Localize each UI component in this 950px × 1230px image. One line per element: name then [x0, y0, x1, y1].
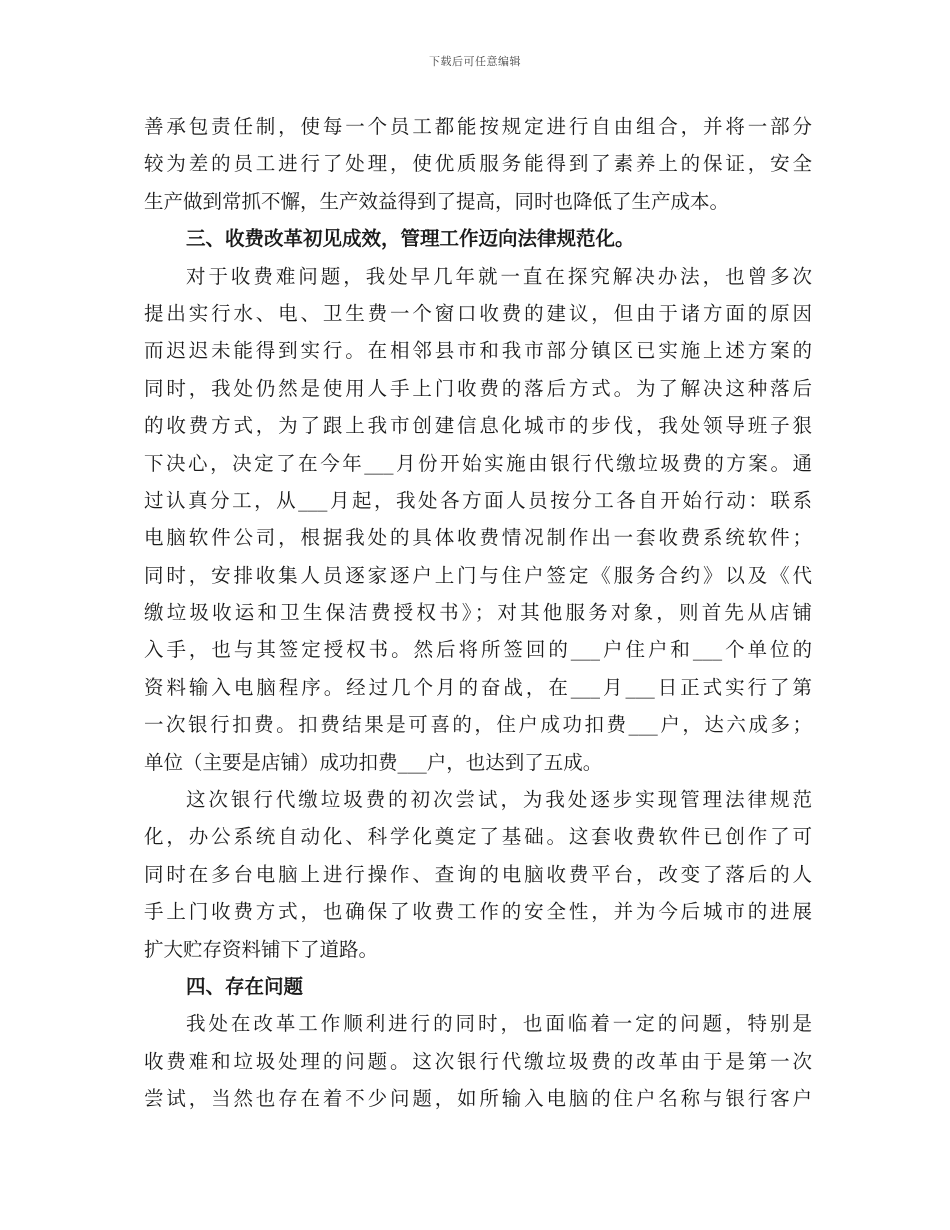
paragraph-line: 的收费方式，为了跟上我市创建信息化城市的步伐，我处领导班子狠 [144, 414, 812, 438]
document-body [144, 108, 812, 1118]
paragraph-line: 同时，我处仍然是使用人手上门收费的落后方式。为了解决这种落后 [144, 376, 812, 400]
paragraph-line: 化，办公系统自动化、科学化奠定了基础。这套收费软件已创作了可 [144, 825, 812, 849]
paragraph-line: 对于收费难问题，我处早几年就一直在探究解决办法，也曾多次 [186, 264, 812, 288]
paragraph-line: 单位（主要是店铺）成功扣费___户，也达到了五成。 [144, 750, 603, 774]
section-heading: 四、存在问题 [186, 974, 304, 998]
paragraph-line: 较为差的员工进行了处理，使优质服务能得到了素养上的保证，安全 [144, 152, 812, 176]
paragraph-line: 一次银行扣费。扣费结果是可喜的，住户成功扣费___户，达六成多； [144, 713, 812, 737]
paragraph-line: 善承包责任制，使每一个员工都能按规定进行自由组合，并将一部分 [144, 115, 812, 138]
paragraph-line: 我处在改革工作顺利进行的同时，也面临着一定的问题，特别是 [186, 1012, 812, 1036]
paragraph-line: 这次银行代缴垃圾费的初次尝试，为我处逐步实现管理法律规范 [186, 788, 812, 812]
paragraph-line: 过认真分工，从___月起，我处各方面人员按分工各自开始行动：联系 [144, 488, 812, 512]
paragraph-line: 下决心，决定了在今年___月份开始实施由银行代缴垃圾费的方案。通 [144, 451, 812, 475]
paragraph-line: 同时，安排收集人员逐家逐户上门与住户签定《服务合约》以及《代 [144, 563, 812, 587]
paragraph-line: 入手，也与其签定授权书。然后将所签回的___户住户和___个单位的 [144, 638, 812, 662]
paragraph-line: 而迟迟未能得到实行。在相邻县市和我市部分镇区已实施上述方案的 [144, 339, 812, 363]
paragraph-line: 缴垃圾收运和卫生保洁费授权书》；对其他服务对象，则首先从店铺 [144, 601, 812, 625]
paragraph-line: 扩大贮存资料铺下了道路。 [144, 937, 379, 961]
paragraph-line: 手上门收费方式，也确保了收费工作的安全性，并为今后城市的进展 [144, 900, 812, 924]
paragraph-line: 收费难和垃圾处理的问题。这次银行代缴垃圾费的改革由于是第一次 [144, 1049, 812, 1073]
paragraph-line: 生产做到常抓不懈，生产效益得到了提高，同时也降低了生产成本。 [144, 189, 730, 213]
paragraph-line: 资料输入电脑程序。经过几个月的奋战，在___月___日正式实行了第 [144, 675, 812, 699]
section-heading: 三、收费改革初见成效，管理工作迈向法律规范化。 [186, 227, 635, 251]
paragraph-line: 尝试，当然也存在着不少问题，如所输入电脑的住户名称与银行客户 [144, 1087, 812, 1111]
paragraph-line: 电脑软件公司，根据我处的具体收费情况制作出一套收费系统软件； [144, 526, 812, 550]
page-header: 下载后可任意编辑 [429, 55, 521, 68]
paragraph-line: 提出实行水、电、卫生费一个窗口收费的建议，但由于诸方面的原因 [144, 301, 812, 325]
paragraph-line: 同时在多台电脑上进行操作、查询的电脑收费平台，改变了落后的人 [144, 862, 812, 886]
